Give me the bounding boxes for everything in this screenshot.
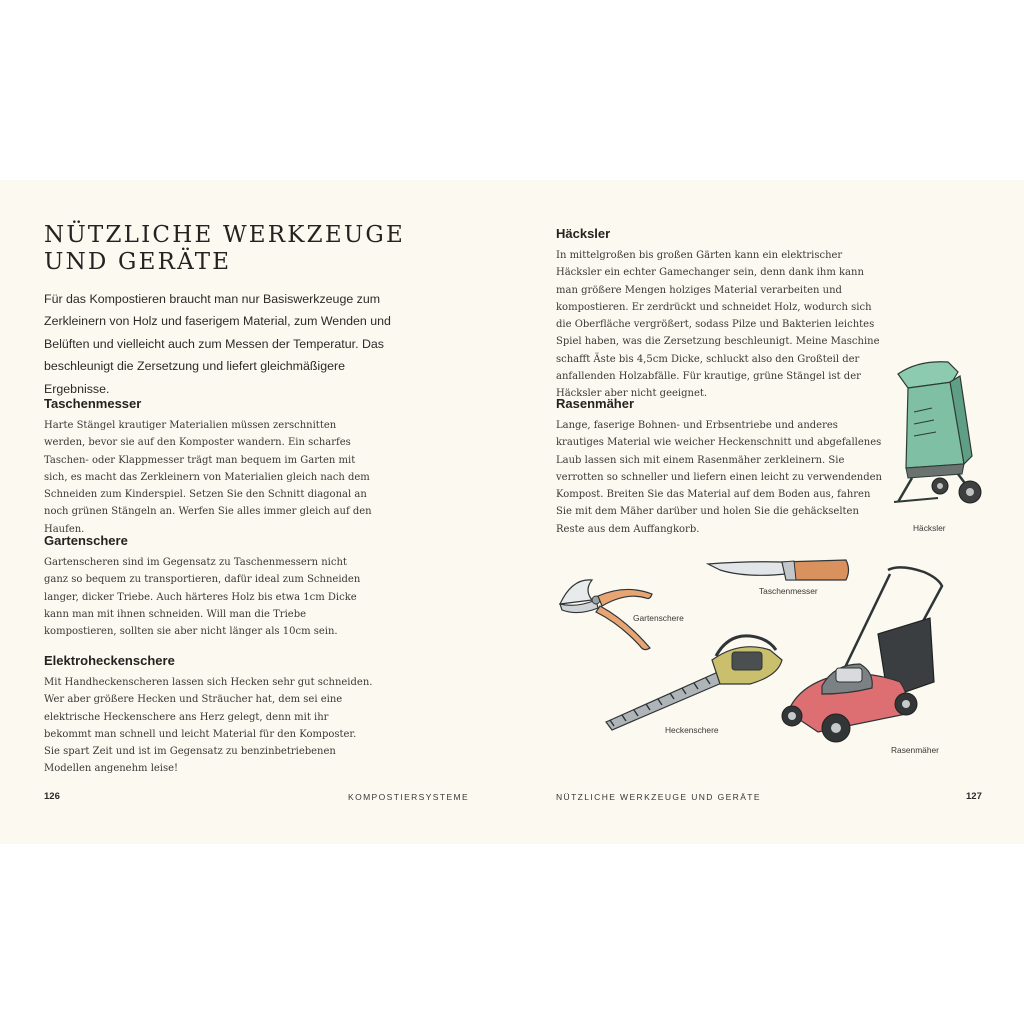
- section-taschenmesser: [44, 396, 374, 538]
- section-heading: Taschenmesser: [44, 396, 142, 411]
- section-heading: Häcksler: [556, 226, 611, 241]
- section-elektroheckenschere: [44, 653, 374, 778]
- section-heading: Rasenmäher: [556, 396, 635, 411]
- page-title: [44, 222, 405, 276]
- section-gartenschere: [44, 533, 374, 640]
- section-text: Mit Handheckenscheren lassen sich Hecken sehr gut schneiden. Wer aber größere Hecken und Sträucher hat, dem sei eine elektrische Heckenschere ans Herz gelegt, denn mit ihr bekommt man schnell und leicht Material für den Komposter. Sie spart Zeit und ist im Gegensatz zu benzinbetriebenen Modellen angenehm leise!: [44, 677, 373, 775]
- caption-lawnmower: Rasenmäher: [891, 745, 939, 755]
- caption-secateurs: Gartenschere: [633, 613, 684, 623]
- section-text: Gartenscheren sind im Gegensatz zu Taschenmessern nicht ganz so bequem zu transportieren, dafür ideal zum Schneiden langer, dicker Triebe. Auch härteres Holz bis etwa 1cm Dicke kann man mit ihnen schneiden. Will man die Triebe kompostieren, sollten sie aber nicht länger als 10cm sein.: [44, 557, 361, 638]
- caption-hedge-trimmer: Heckenschere: [665, 725, 719, 735]
- hedge-trimmer-illustration: [600, 632, 786, 732]
- intro-paragraph: Für das Kompostieren braucht man nur Basiswerkzeuge zum Zerkleinern von Holz und faserigem Material, zum Wenden und Belüften und vielleicht auch zum Messen der Temperatur. Das beschleunigt die Zersetzung und liefert gleichmäßigere Ergebnisse.: [44, 292, 391, 396]
- section-rasenmaeher: [556, 396, 884, 538]
- section-heading: Gartenschere: [44, 533, 128, 548]
- shredder-illustration: [888, 352, 988, 512]
- page-number-right: 127: [966, 791, 982, 802]
- caption-shredder: Häcksler: [913, 523, 946, 533]
- page-title-line-1: NÜTZLICHE WERKZEUGE: [44, 222, 405, 248]
- section-text: In mittelgroßen bis großen Gärten kann ein elektrischer Häcksler ein echter Gamechanger sein, denn dank ihm kann man größere Mengen holziges Material verarbeiten und kompostieren. Er zerdrückt und schneidet Holz, wodurch sich die Oberfläche vergrößert, sodass Pilze und Bakterien leichtes Spiel haben, was die Zersetzung beschleunigt. Meine Maschine schafft Äste bis 4,5cm Dicke, schluckt also den Großteil der anfallenden Holzabfälle. Für krautige, grüne Stängel ist der Häcksler aber nicht geeignet.: [556, 250, 880, 400]
- section-text: Harte Stängel krautiger Materialien müssen zerschnitten werden, bevor sie auf den Komposter wandern. Ein scharfes Taschen- oder Klappmesser trägt man bequem im Garten mit sich, es macht das Zerkleinern von Materialien gleich nach dem Schneiden zum Kinderspiel. Setzen Sie den Schnitt diagonal an noch grünen Stängeln an. Werfen Sie alles immer gleich auf den Haufen.: [44, 420, 372, 535]
- section-text: Lange, faserige Bohnen- und Erbsentriebe und anderes krautiges Material wie weicher Heckenschnitt und abgefallenes Laub lassen sich mit einem Rasenmäher zerkleinern. Sie verrotten so schneller und liefern einen leicht zu verwendenden Kompost. Breiten Sie das Material auf dem Boden aus, fahren Sie mit dem Mäher darüber und holen Sie die gehäckselten Reste aus dem Auffangkorb.: [556, 420, 882, 535]
- lawnmower-illustration: [778, 564, 950, 748]
- footer-left: KOMPOSTIERSYSTEME: [348, 792, 470, 802]
- section-haecksler: [556, 226, 888, 403]
- section-heading: Elektroheckenschere: [44, 653, 175, 668]
- page-number-left: 126: [44, 791, 60, 802]
- book-spread: [0, 180, 1024, 844]
- page-title-line-2: UND GERÄTE: [44, 249, 232, 275]
- caption-knife: Taschenmesser: [759, 586, 818, 596]
- footer-right: NÜTZLICHE WERKZEUGE UND GERÄTE: [556, 792, 761, 802]
